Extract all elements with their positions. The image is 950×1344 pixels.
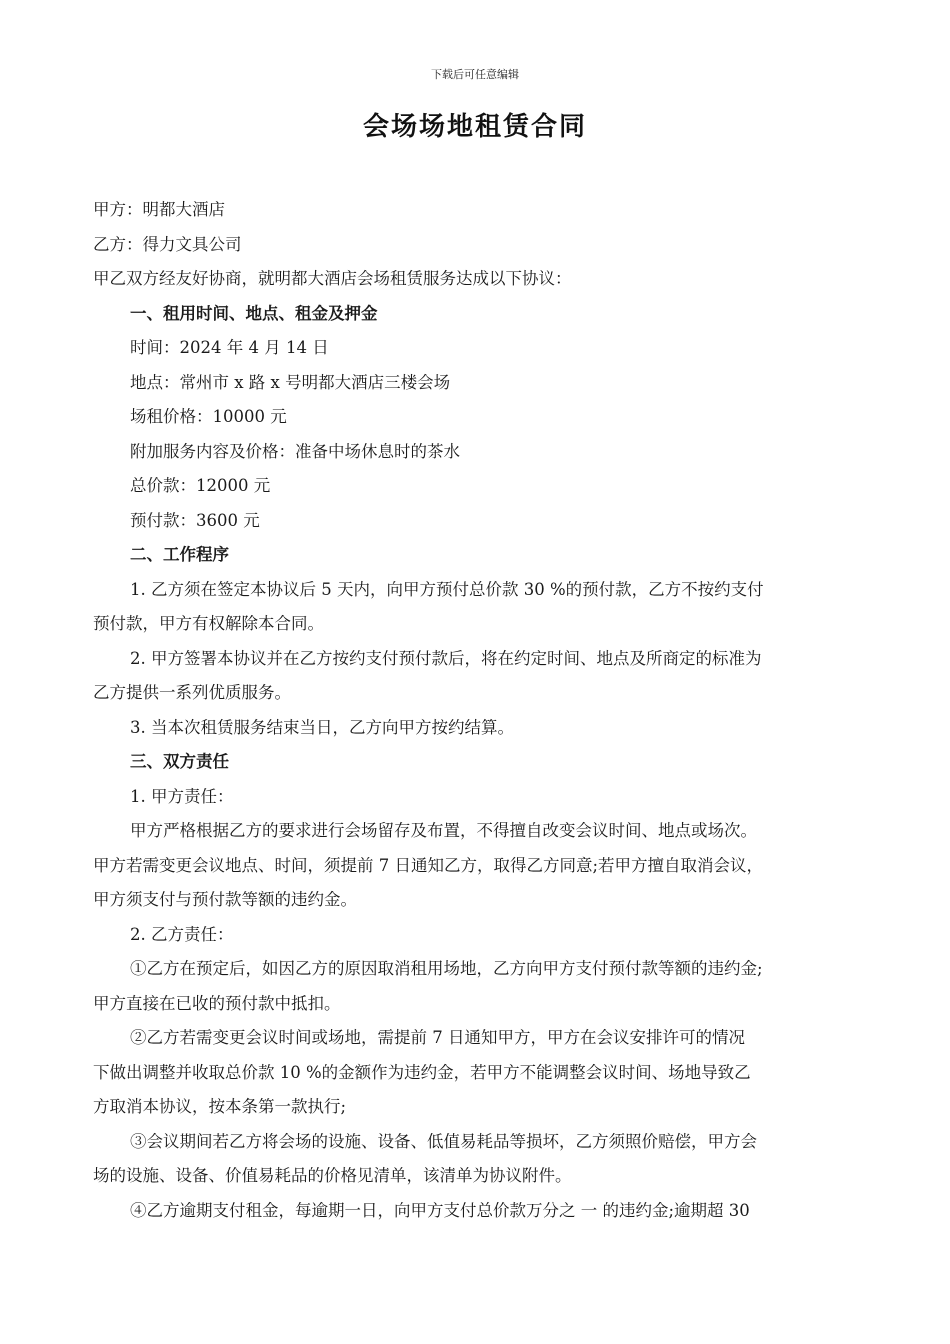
section-1-heading: 一、租用时间、地点、租金及押金 <box>130 303 378 323</box>
party-a-duty-line-2: 甲方若需变更会议地点、时间，须提前 7 日通知乙方，取得乙方同意;若甲方擅自取消会议， <box>93 855 764 875</box>
party-b-duty-1b: 甲方直接在已收的预付款中抵扣。 <box>93 993 341 1013</box>
extra-services: 附加服务内容及价格：准备中场休息时的茶水 <box>130 441 460 461</box>
party-b-duty-1a: ①乙方在预定后，如因乙方的原因取消租用场地，乙方向甲方支付预付款等额的违约金; <box>130 959 763 978</box>
procedure-item-1a: 1. 乙方须在签定本协议后 5 天内，向甲方预付总价款 30 %的预付款，乙方不按约支付 <box>130 579 764 599</box>
header-note: 下载后可任意编辑 <box>431 68 519 81</box>
party-b: 乙方：得力文具公司 <box>93 234 242 254</box>
procedure-item-2a: 2. 甲方签署本协议并在乙方按约支付预付款后，将在约定时间、地点及所商定的标准为 <box>130 648 762 668</box>
rental-price: 场租价格：10000 元 <box>130 407 287 426</box>
intro-text: 甲乙双方经友好协商，就明都大酒店会场租赁服务达成以下协议： <box>93 269 572 288</box>
party-a-duty-line-3: 甲方须支付与预付款等额的违约金。 <box>93 890 357 909</box>
procedure-item-1b: 预付款，甲方有权解除本合同。 <box>93 614 324 633</box>
party-b-duty-2a: ②乙方若需变更会议时间或场地，需提前 7 日通知甲方，甲方在会议安排许可的情况 <box>130 1028 745 1047</box>
page-title: 会场场地租赁合同 <box>362 112 587 142</box>
party-b-duty-4a: ④乙方逾期支付租金，每逾期一日，向甲方支付总价款万分之 一 的违约金;逾期超 30 <box>130 1200 750 1220</box>
party-a: 甲方：明都大酒店 <box>93 200 225 219</box>
party-b-duty-3b: 场的设施、设备、价值易耗品的价格见清单，该清单为协议附件。 <box>93 1166 572 1185</box>
procedure-item-2b: 乙方提供一系列优质服务。 <box>93 683 291 702</box>
party-b-duty-title: 2. 乙方责任： <box>130 924 234 944</box>
rental-place: 地点：常州市 x 路 x 号明都大酒店三楼会场 <box>130 372 451 392</box>
party-b-duty-3a: ③会议期间若乙方将会场的设施、设备、低值易耗品等损坏，乙方须照价赔偿，甲方会 <box>130 1131 757 1151</box>
party-a-duty-line-1: 甲方严格根据乙方的要求进行会场留存及布置，不得擅自改变会议时间、地点或场次。 <box>130 821 757 840</box>
rental-time: 时间：2024 年 4 月 14 日 <box>130 338 329 357</box>
section-2-heading: 二、工作程序 <box>130 545 229 564</box>
party-a-duty-title: 1. 甲方责任： <box>130 786 234 806</box>
party-b-duty-2b: 下做出调整并收取总价款 10 %的金额作为违约金，若甲方不能调整会议时间、场地导致乙 <box>93 1062 751 1082</box>
section-3-heading: 三、双方责任 <box>130 752 229 771</box>
prepayment: 预付款：3600 元 <box>130 510 260 530</box>
party-b-duty-2c: 方取消本协议，按本条第一款执行; <box>93 1097 347 1116</box>
total-price: 总价款：12000 元 <box>130 476 271 495</box>
procedure-item-3: 3. 当本次租赁服务结束当日，乙方向甲方按约结算。 <box>130 717 514 737</box>
contract-body <box>93 193 863 1228</box>
